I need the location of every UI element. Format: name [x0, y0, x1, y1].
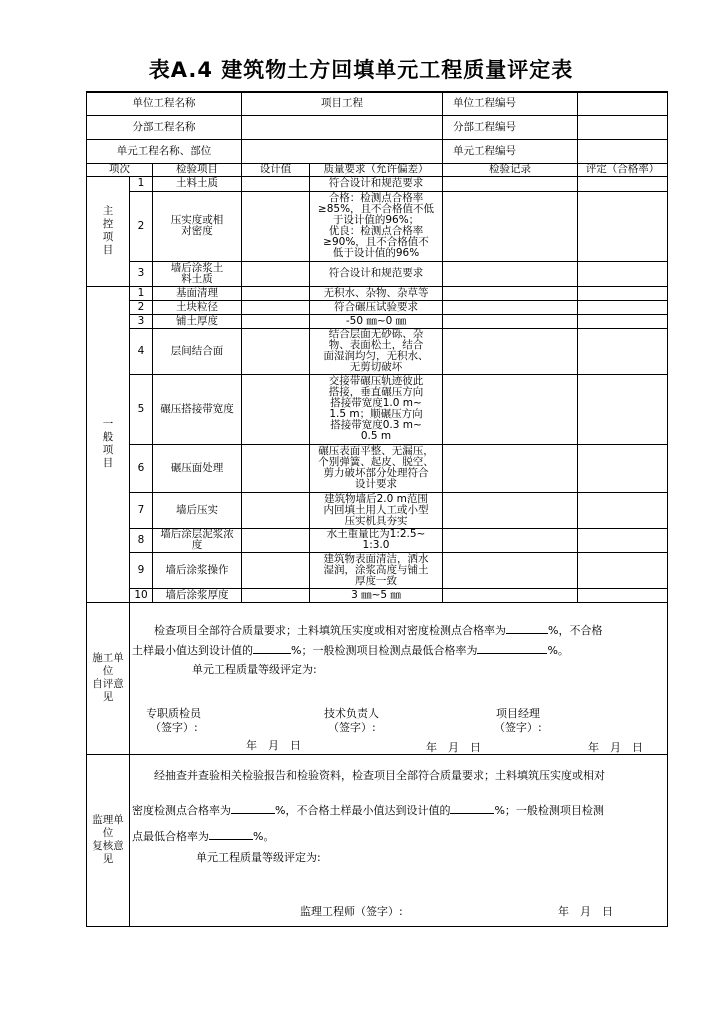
quality-requirement: -50 ㎜~0 ㎜: [310, 314, 443, 328]
unit-project-no-label: 单位工程编号: [443, 92, 578, 115]
item-number: 6: [130, 444, 153, 492]
rating-cell[interactable]: [578, 588, 668, 602]
supervision-line1: 经抽查并查验相关检验报告和检验资料，检查项目全部符合质量要求；土料填筑压实度或相对: [154, 768, 605, 782]
supervision-label: 监理单位 复核意见: [87, 754, 130, 926]
main-control-items-label: 主 控 项 目: [87, 176, 130, 286]
self-eval-line2-suffix: %。: [547, 643, 569, 657]
item-name: 土块粒径: [153, 300, 242, 314]
supervision-line2: [132, 803, 604, 818]
rating-cell[interactable]: [578, 374, 668, 444]
sub-project-no-value[interactable]: [578, 115, 668, 139]
main-control-items-row: [87, 261, 668, 286]
quality-requirement: 建筑物表面清洁，洒水 湿润，涂浆高度与铺土 厚度一致: [310, 552, 443, 588]
sup-main-pass-rate-blank[interactable]: [231, 803, 275, 814]
inspection-record-cell[interactable]: [443, 528, 578, 552]
project-manager-date[interactable]: 年 月 日: [588, 740, 643, 754]
quality-requirement: 符合设计和规范要求: [310, 176, 443, 191]
rating-cell[interactable]: [578, 286, 668, 300]
general-items-row: [87, 328, 668, 374]
supervision-grade: 单元工程质量等级评定为:: [196, 850, 321, 864]
main-control-items-row: [87, 176, 668, 191]
item-name: 墙后涂层泥浆浓 度: [153, 528, 242, 552]
item-name: 墙后涂浆操作: [153, 552, 242, 588]
sup-min-value-blank[interactable]: [450, 803, 494, 814]
self-eval-label: 施工单位 自评意见: [87, 602, 130, 754]
item-name: 铺土厚度: [153, 314, 242, 328]
general-items-row: [87, 314, 668, 328]
inspection-record-cell[interactable]: [443, 300, 578, 314]
design-value-cell[interactable]: [242, 328, 310, 374]
supervision-line3-suffix: %。: [253, 829, 275, 843]
element-project-no-label: 单元工程编号: [443, 139, 578, 163]
self-eval-line2-text: 土样最小值达到设计值的: [132, 643, 253, 657]
item-number: 1: [130, 176, 153, 191]
supervision-section: [130, 754, 668, 926]
item-name: 层间结合面: [153, 328, 242, 374]
supervision-line2-mid: %，不合格土样最小值达到设计值的: [275, 803, 451, 817]
quality-requirement: 无积水、杂物、杂草等: [310, 286, 443, 300]
inspection-record-cell[interactable]: [443, 588, 578, 602]
inspection-record-cell[interactable]: [443, 374, 578, 444]
quality-requirement: 3 ㎜~5 ㎜: [310, 588, 443, 602]
element-project-no-value[interactable]: [578, 139, 668, 163]
rating-cell[interactable]: [578, 314, 668, 328]
quality-requirement: 建筑物墙后2.0 m范围 内回填土用人工或小型 压实机具夯实: [310, 492, 443, 528]
unit-project-no-value[interactable]: [578, 92, 668, 115]
sub-project-name-label: 分部工程名称: [87, 115, 242, 139]
general-items-row: [87, 528, 668, 552]
sub-project-name-value[interactable]: [242, 115, 443, 139]
supervision-engineer-sign[interactable]: 监理工程师（签字）:: [300, 904, 403, 918]
inspection-record-cell[interactable]: [443, 314, 578, 328]
supervision-line2-suffix: %；一般检测项目检测: [494, 803, 604, 817]
rating-cell[interactable]: [578, 191, 668, 261]
self-eval-line1: [154, 623, 602, 638]
form-title: 表A.4 建筑物土方回填单元工程质量评定表: [148, 58, 574, 82]
sub-project-no-label: 分部工程编号: [443, 115, 578, 139]
general-items-row: [87, 374, 668, 444]
technical-lead-date[interactable]: 年 月 日: [426, 740, 481, 754]
item-number: 1: [130, 286, 153, 300]
rating-cell[interactable]: [578, 552, 668, 588]
item-number: 3: [130, 261, 153, 286]
item-name: 压实度或相 对密度: [153, 191, 242, 261]
col-header-category: 项次: [87, 163, 153, 176]
item-name: 墙后涂浆土 料土质: [153, 261, 242, 286]
general-items-label: 一 般 项 目: [87, 286, 130, 602]
supervision-line3: [132, 829, 274, 844]
quality-inspector-sign[interactable]: （签字）:: [150, 720, 198, 734]
item-number: 8: [130, 528, 153, 552]
quality-requirement: 合格：检测点合格率 ≥85%，且不合格值不低 于设计值的96%； 优良：检测点合格率 ≥90%，且不合格值不 低于设计值的96%: [310, 191, 443, 261]
unit-project-name-label: 单位工程名称: [87, 92, 242, 115]
inspection-record-cell[interactable]: [443, 176, 578, 191]
sup-general-pass-rate-blank[interactable]: [209, 829, 253, 840]
quality-requirement: 碾压表面平整、无漏压， 个别弹簧、起皮、脱空、 剪力破坏部分处理符合 设计要求: [310, 444, 443, 492]
design-value-cell[interactable]: [242, 552, 310, 588]
col-header-record: 检验记录: [443, 163, 578, 176]
self-eval-line2-mid: %；一般检测项目检测点最低合格率为: [291, 643, 478, 657]
quality-requirement: 交接带碾压轨迹彼此 搭接，垂直碾压方向 搭接带宽度1.0 m~ 1.5 m；顺碾压方向 搭接带宽度0.3 m~ 0.5 m: [310, 374, 443, 444]
item-number: 9: [130, 552, 153, 588]
self-eval-line2: [132, 643, 569, 658]
item-name: 碾压面处理: [153, 444, 242, 492]
col-header-rating: 评定（合格率）: [578, 163, 668, 176]
project-manager-label: 项目经理: [496, 706, 540, 720]
design-value-cell[interactable]: [242, 261, 310, 286]
item-number: 5: [130, 374, 153, 444]
item-name: 碾压搭接带宽度: [153, 374, 242, 444]
rating-cell[interactable]: [578, 300, 668, 314]
design-value-cell[interactable]: [242, 374, 310, 444]
col-header-item: 检验项目: [153, 163, 242, 176]
design-value-cell[interactable]: [242, 444, 310, 492]
design-value-cell[interactable]: [242, 176, 310, 191]
supervision-line2-text: 密度检测点合格率为: [132, 803, 231, 817]
general-items-row: [87, 588, 668, 602]
inspector-date[interactable]: 年 月 日: [246, 738, 301, 752]
general-items-row: [87, 286, 668, 300]
item-name: 墙后压实: [153, 492, 242, 528]
item-number: 3: [130, 314, 153, 328]
general-items-row: [87, 300, 668, 314]
self-eval-line1-suffix: %，不合格: [548, 623, 603, 637]
item-number: 2: [130, 300, 153, 314]
general-items-row: [87, 492, 668, 528]
design-value-cell[interactable]: [242, 588, 310, 602]
design-value-cell[interactable]: [242, 191, 310, 261]
item-number: 4: [130, 328, 153, 374]
item-number: 10: [130, 588, 153, 602]
quality-requirement: 符合设计和规范要求: [310, 261, 443, 286]
inspection-record-cell[interactable]: [443, 444, 578, 492]
min-value-blank[interactable]: [253, 643, 291, 654]
rating-cell[interactable]: [578, 492, 668, 528]
rating-cell[interactable]: [578, 528, 668, 552]
technical-lead-label: 技术负责人: [324, 706, 379, 720]
rating-cell[interactable]: [578, 261, 668, 286]
general-items-row: [87, 552, 668, 588]
quality-evaluation-table: [86, 91, 668, 927]
project-manager-sign[interactable]: （签字）:: [494, 720, 542, 734]
supervision-date[interactable]: 年 月 日: [558, 904, 613, 918]
self-eval-line1-text: 检查项目全部符合质量要求；土料填筑压实度或相对密度检测点合格率为: [154, 623, 506, 637]
general-items-row: [87, 444, 668, 492]
inspection-record-cell[interactable]: [443, 191, 578, 261]
unit-project-name-value[interactable]: 项目工程: [242, 92, 443, 115]
col-header-design: 设计值: [242, 163, 310, 176]
item-name: 墙后涂浆厚度: [153, 588, 242, 602]
rating-cell[interactable]: [578, 444, 668, 492]
quality-requirement: 符合碾压试验要求: [310, 300, 443, 314]
quality-requirement: 结合层面无砂砾、杂 物、表面松土，结合 面湿润均匀，无积水、 无剪切破坏: [310, 328, 443, 374]
design-value-cell[interactable]: [242, 528, 310, 552]
inspection-record-cell[interactable]: [443, 328, 578, 374]
rating-cell[interactable]: [578, 328, 668, 374]
supervision-line3-text: 点最低合格率为: [132, 829, 209, 843]
item-name: 土料土质: [153, 176, 242, 191]
element-project-name-label: 单元工程名称、部位: [87, 139, 242, 163]
item-number: 2: [130, 191, 153, 261]
main-pass-rate-blank[interactable]: [506, 623, 548, 634]
rating-cell[interactable]: [578, 176, 668, 191]
inspection-record-cell[interactable]: [443, 261, 578, 286]
main-control-items-row: [87, 191, 668, 261]
inspection-record-cell[interactable]: [443, 286, 578, 300]
self-eval-section: [130, 602, 668, 754]
general-pass-rate-blank[interactable]: [477, 643, 547, 654]
design-value-cell[interactable]: [242, 492, 310, 528]
inspection-record-cell[interactable]: [443, 492, 578, 528]
element-project-name-value[interactable]: [242, 139, 443, 163]
inspection-record-cell[interactable]: [443, 552, 578, 588]
technical-lead-sign[interactable]: （签字）:: [328, 720, 376, 734]
col-header-requirement: 质量要求（允许偏差）: [310, 163, 443, 176]
self-eval-grade: 单元工程质量等级评定为:: [192, 662, 317, 676]
quality-requirement: 水土重量比为1:2.5~ 1:3.0: [310, 528, 443, 552]
quality-inspector-label: 专职质检员: [146, 706, 201, 720]
design-value-cell[interactable]: [242, 286, 310, 300]
item-name: 基面清理: [153, 286, 242, 300]
design-value-cell[interactable]: [242, 314, 310, 328]
item-number: 7: [130, 492, 153, 528]
design-value-cell[interactable]: [242, 300, 310, 314]
